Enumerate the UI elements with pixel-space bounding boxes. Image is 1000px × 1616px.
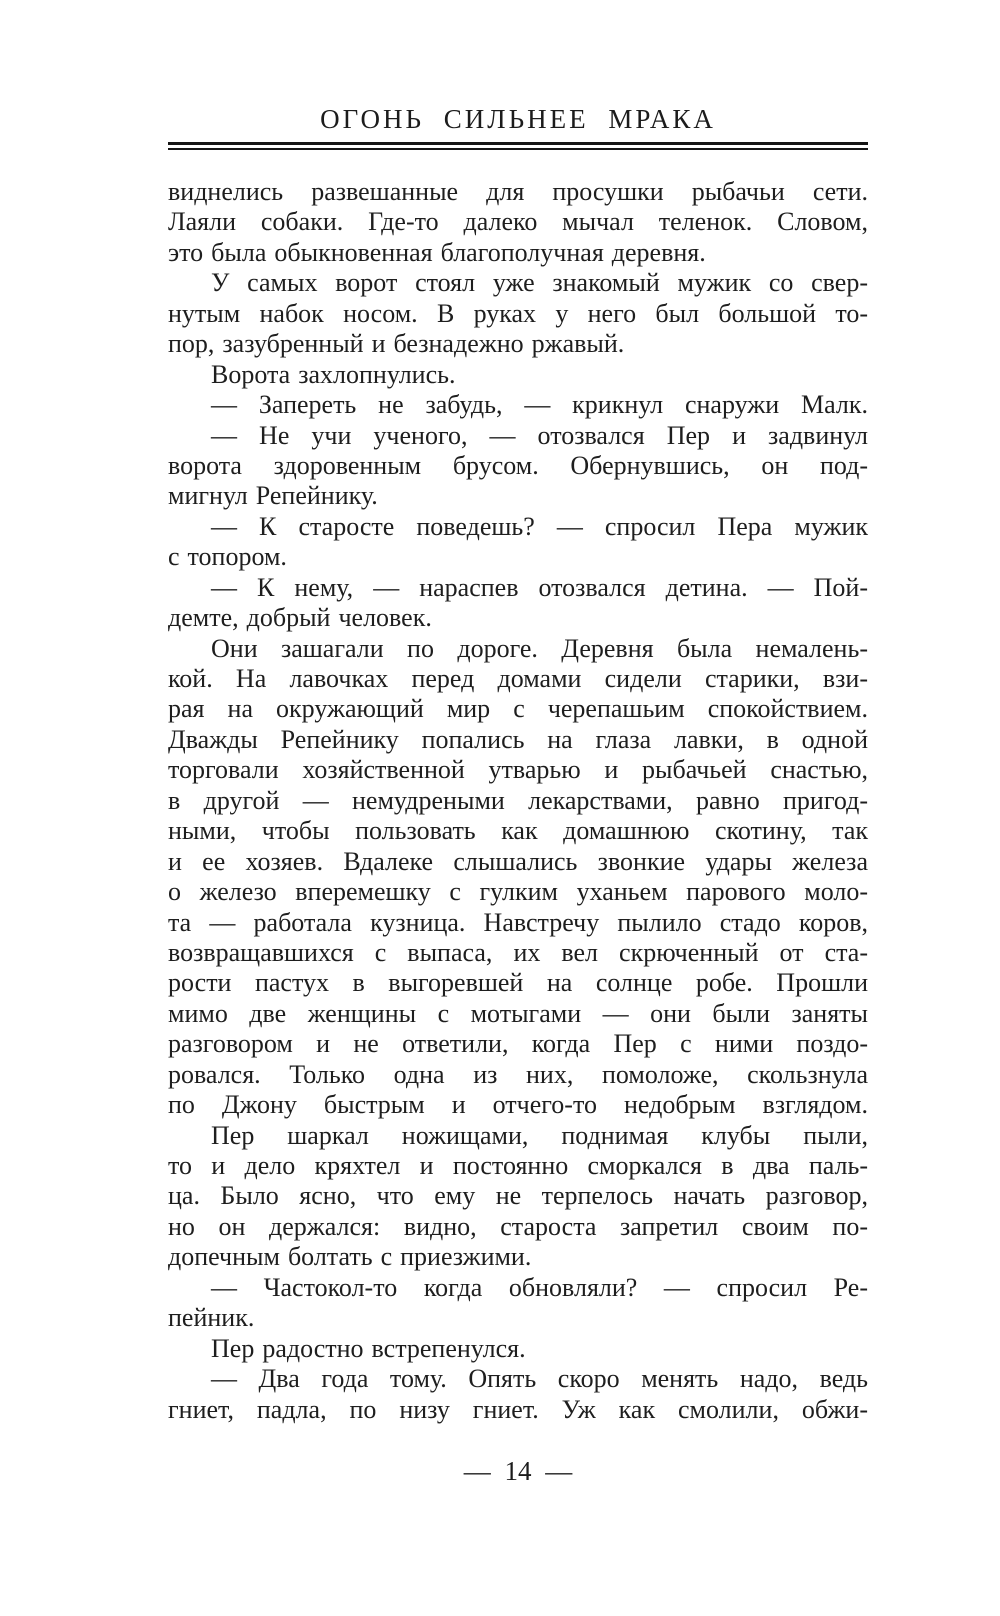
text-line: — К старосте поведешь? — спросил Пера мужик: [211, 511, 868, 541]
text-line: — Два года тому. Опять скоро менять надо, ведь: [211, 1364, 868, 1394]
running-head-title: ОГОНЬ СИЛЬНЕЕ МРАКА: [320, 104, 716, 134]
text-line: с топором.: [168, 542, 287, 572]
text-line: это была обыкновенная благополучная деревня.: [168, 237, 706, 267]
text-line: ными, чтобы пользовать как домашнюю скотину, так: [168, 816, 868, 846]
text-line: рости пастух в выгоревшей на солнце робе. Прошли: [168, 968, 868, 998]
text-line: та — работала кузница. Навстречу пылило стадо коров,: [168, 907, 868, 937]
text-line: пор, зазубренный и безнадежно ржавый.: [168, 329, 625, 359]
page-number: — 14 —: [463, 1456, 573, 1486]
text-line: — Частокол-то когда обновляли? — спросил Ре-: [211, 1272, 868, 1302]
text-line: рая на окружающий мир с черепашьим спокойствием.: [168, 694, 868, 724]
text-line: ца. Было ясно, что ему не терпелось начать разговор,: [168, 1181, 868, 1211]
text-line: допечным болтать с приезжими.: [168, 1242, 532, 1272]
text-line: Они зашагали по дороге. Деревня была немалень-: [211, 633, 868, 663]
text-line: торговали хозяйственной утварью и рыбачьей снастью,: [168, 755, 868, 785]
text-line: Лаяли собаки. Где-то далеко мычал теленок. Словом,: [168, 207, 868, 237]
text-line: У самых ворот стоял уже знакомый мужик со свер-: [211, 268, 868, 298]
text-line: мигнул Репейнику.: [168, 481, 378, 511]
text-line: нутым набок носом. В руках у него был большой то-: [168, 298, 868, 328]
header-double-rule: [168, 142, 868, 150]
text-line: кой. На лавочках перед домами сидели старики, взи-: [168, 664, 868, 693]
text-line: — Не учи ученого, — отозвался Пер и задвинул: [211, 420, 868, 450]
text-line: — К нему, — нараспев отозвался детина. — Пой-: [211, 572, 868, 602]
text-line: и ее хозяев. Вдалеке слышались звонкие удары железа: [168, 846, 868, 876]
text-line: то и дело кряхтел и постоянно сморкался в два паль-: [168, 1151, 868, 1180]
text-line: мимо две женщины с мотыгами — они были заняты: [168, 998, 868, 1028]
text-line: о железо вперемешку с гулким уханьем парового моло-: [168, 877, 868, 907]
text-line: Дважды Репейнику попались на глаза лавки, в одной: [168, 724, 868, 754]
text-line: ровался. Только одна из них, помоложе, скользнула: [168, 1059, 868, 1089]
text-line: Пер шаркал ножищами, поднимая клубы пыли,: [211, 1120, 868, 1150]
body-text: [168, 177, 868, 1425]
text-line: Пер радостно встрепенулся.: [211, 1333, 526, 1363]
text-line: Ворота захлопнулись.: [211, 359, 456, 389]
text-line: но он держался: видно, староста запретил своим по-: [168, 1211, 868, 1241]
text-line: гниет, падла, по низу гниет. Уж как смолили, обжи-: [168, 1394, 868, 1424]
text-line: пейник.: [168, 1303, 255, 1333]
text-line: ворота здоровенным брусом. Обернувшись, он под-: [168, 450, 868, 480]
text-line: возвращавшихся с выпаса, их вел скрюченный от ста-: [168, 937, 868, 967]
text-line: в другой — немудреными лекарствами, равно пригод-: [168, 785, 868, 815]
text-line: — Запереть не забудь, — крикнул снаружи Малк.: [211, 390, 868, 420]
text-line: демте, добрый человек.: [168, 603, 432, 633]
text-line: разговором и не ответили, когда Пер с ними поздо-: [168, 1029, 868, 1059]
text-line: по Джону быстрым и отчего-то недобрым взглядом.: [168, 1090, 868, 1120]
text-line: виднелись развешанные для просушки рыбачьи сети.: [168, 177, 868, 206]
